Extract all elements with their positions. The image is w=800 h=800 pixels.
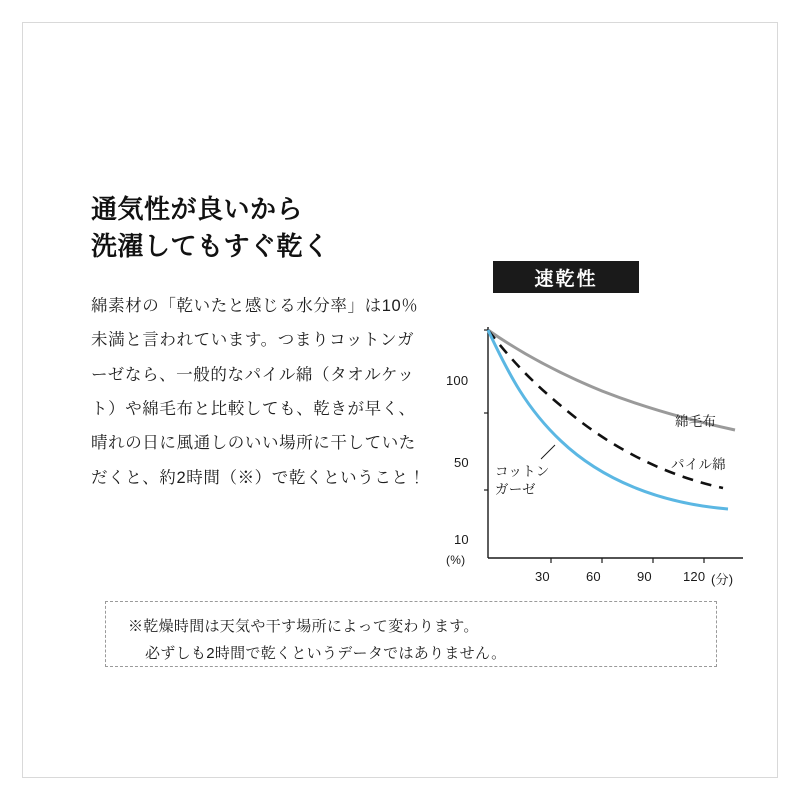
series-label-cotton-gauze-line1: コットン [495,464,550,479]
x-axis-label-60: 60 [586,569,601,584]
series-label-menmofu: 綿毛布 [675,414,717,429]
series-label-cotton-gauze-line2: ガーゼ [495,481,536,497]
body-text [91,289,431,495]
x-axis-label-90: 90 [637,569,652,584]
y-axis-label-100: 100 [446,373,469,388]
content-card [22,22,778,778]
footnote-line-1: ※乾燥時間は天気や干す場所によって変わります。 [128,618,479,635]
body-paragraph: 綿素材の「乾いたと感じる水分率」は10％未満と言われています。つまりコットンガーゼなら、一般的なパイル綿（タオルケット）や綿毛布と比較しても、乾きが早く、晴れの日に風通しのいい場所に干していただくと、約2時間（※）で乾くということ！ [91,297,426,487]
chart-title-badge: 速乾性 [493,261,639,293]
series-label-cotton-gauze [495,463,550,498]
y-axis-label-50: 50 [454,455,469,470]
headline-line-2: 洗濯してもすぐ乾く [91,230,330,261]
page-title [91,191,471,265]
x-axis-unit-label: (分) [711,572,734,587]
y-axis-unit-label: (%) [446,553,466,567]
chart-container [443,261,763,587]
chart-svg [443,313,763,593]
chart-plot-area [443,313,763,587]
y-axis-label-10: 10 [454,532,469,547]
x-axis-label-30: 30 [535,569,550,584]
footnote-box [105,601,717,667]
series-label-pilemen: パイル綿 [671,457,726,472]
x-axis-label-120: 120 [683,569,706,584]
cotton-gauze-leader-line [541,445,555,459]
headline-line-1: 通気性が良いから [91,194,304,224]
footnote-line-2: 必ずしも2時間で乾くというデータではありません。 [145,644,507,662]
